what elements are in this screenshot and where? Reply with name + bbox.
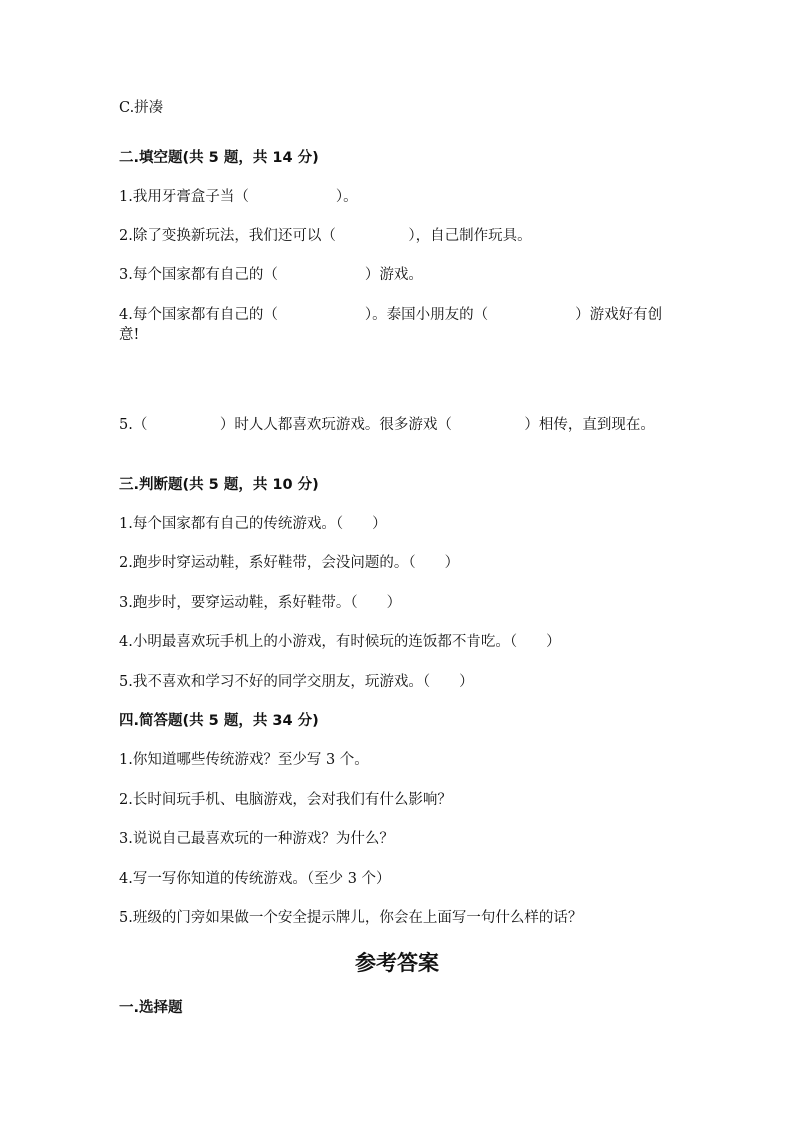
true-false-question-4: 4.小明最喜欢玩手机上的小游戏，有时候玩的连饭都不肯吃。（ ） <box>119 634 561 650</box>
fill-blank-question-3: 3.每个国家都有自己的（ ）游戏。 <box>119 267 423 283</box>
true-false-question-3: 3.跑步时，要穿运动鞋，系好鞋带。（ ） <box>119 595 402 611</box>
fill-blank-question-1: 1.我用牙膏盒子当（ ）。 <box>119 189 358 205</box>
short-answer-question-2: 2.长时间玩手机、电脑游戏，会对我们有什么影响？ <box>119 792 452 808</box>
section-short-answer-heading: 四.简答题(共 5 题，共 34 分) <box>119 713 319 729</box>
answer-section-choice-heading: 一.选择题 <box>119 1000 183 1016</box>
true-false-question-2: 2.跑步时穿运动鞋，系好鞋带，会没问题的。（ ） <box>119 555 460 571</box>
short-answer-question-4: 4.写一写你知道的传统游戏。（至少 3 个） <box>119 871 391 887</box>
true-false-question-1: 1.每个国家都有自己的传统游戏。（ ） <box>119 516 387 532</box>
fill-blank-question-2: 2.除了变换新玩法，我们还可以（ ），自己制作玩具。 <box>119 228 532 244</box>
section-true-false-heading: 三.判断题(共 5 题，共 10 分) <box>119 477 319 493</box>
answer-key-title: 参考答案 <box>355 950 439 975</box>
short-answer-question-1: 1.你知道哪些传统游戏？至少写 3 个。 <box>119 752 369 768</box>
short-answer-question-5: 5.班级的门旁如果做一个安全提示牌儿，你会在上面写一句什么样的话？ <box>119 910 583 926</box>
fill-blank-question-5: 5.（ ）时人人都喜欢玩游戏。很多游戏（ ）相传，直到现在。 <box>119 417 655 433</box>
fill-blank-question-4: 4.每个国家都有自己的（ ）。泰国小朋友的（ ）游戏好有创意! <box>119 307 663 343</box>
section-fill-blank-heading: 二.填空题(共 5 题，共 14 分) <box>119 150 319 166</box>
short-answer-question-3: 3.说说自己最喜欢玩的一种游戏？为什么？ <box>119 831 394 847</box>
true-false-question-5: 5.我不喜欢和学习不好的同学交朋友，玩游戏。（ ） <box>119 674 474 690</box>
option-c: C.拼凑 <box>119 100 164 116</box>
